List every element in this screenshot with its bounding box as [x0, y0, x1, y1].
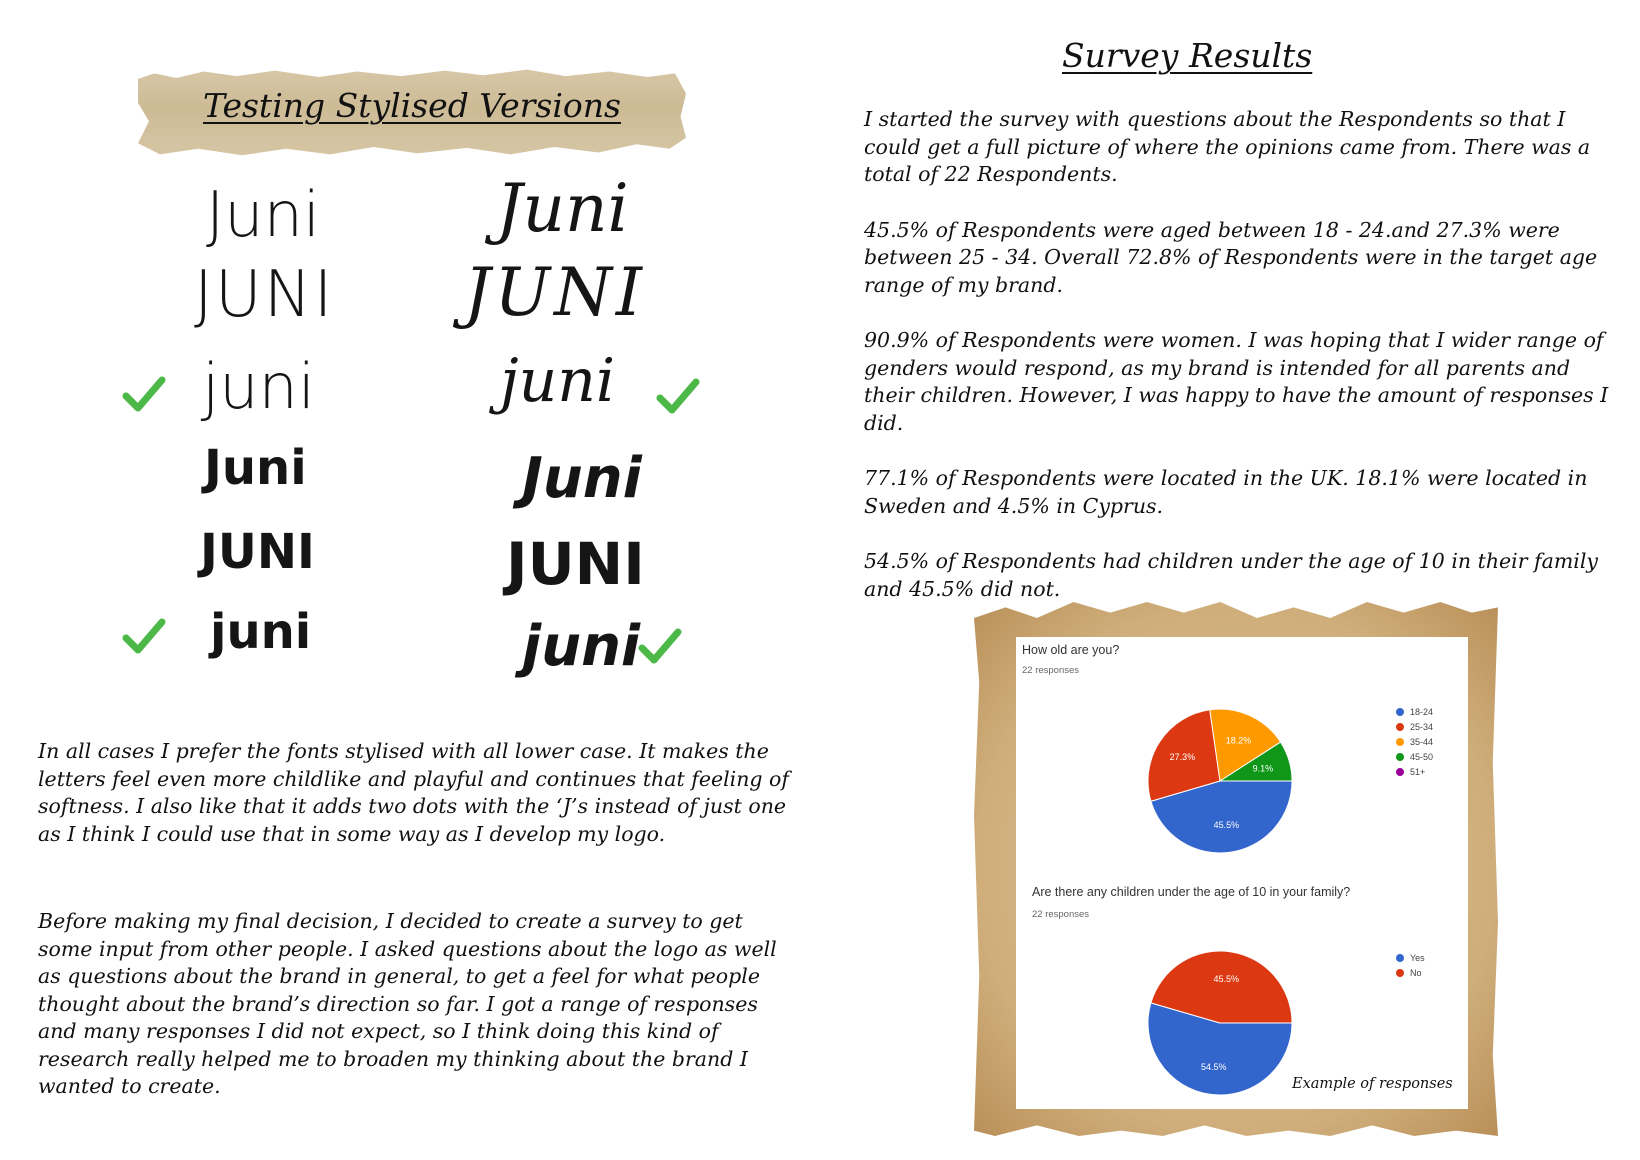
summary-paragraph: 77.1% of Respondents were located in the UK. 18.1% were located in Sweden and 4.5% in Cyprus. [864, 466, 1588, 518]
chart-1-response-count: 22 responses [1022, 665, 1080, 676]
font-sample-5a: JUNI [200, 524, 315, 580]
chart-1-title: How old are you? [1022, 643, 1120, 657]
summary-paragraph: 90.9% of Respondents were women. I was hoping that I wider range of genders would respond, as my brand is intended for all parents and their children. However, I was happy to have the amount of responses I did. [864, 328, 1609, 435]
legend-item [1396, 707, 1433, 717]
legend-item [1396, 722, 1433, 732]
pie-data-label: 9.1% [1252, 763, 1274, 774]
pie-data-label: 45.5% [1213, 820, 1240, 831]
font-sample-1a: Juni [206, 178, 321, 251]
legend-swatch [1396, 954, 1404, 962]
chart-caption: Example of responses [1292, 1076, 1453, 1092]
survey-summary [864, 106, 1620, 631]
legend-item [1396, 752, 1433, 762]
left-paragraph-1: In all cases I prefer the fonts stylised with all lower case. It makes the letters feel even more childlike and playful and continues that feeling of softness. I also like that it adds two dots with the ‘J’s instead of just one as I think I could use that in some way as I develop my logo. [38, 739, 789, 846]
legend-label: No [1410, 968, 1422, 978]
summary-paragraph: 45.5% of Respondents were aged between 18 - 24.and 27.3% were between 25 - 34. Overall 72.8% of Respondents were in the target age range of my brand. [864, 217, 1598, 297]
font-sample-3b: juni [500, 346, 616, 416]
font-sample-4b: Juni [522, 446, 642, 511]
right-page-title: Survey Results [1062, 36, 1313, 75]
pie-data-label: 27.3% [1169, 751, 1196, 762]
font-sample-6b: juni [522, 614, 641, 679]
legend-swatch [1396, 738, 1404, 746]
pie-data-label: 54.5% [1200, 1062, 1227, 1073]
legend-label: 18-24 [1410, 707, 1434, 717]
legend-label: 25-34 [1410, 722, 1434, 732]
check-icon [122, 374, 166, 414]
check-icon [656, 376, 700, 416]
legend-item [1396, 767, 1425, 777]
pie-data-label: 45.5% [1213, 973, 1240, 984]
font-sample-1b: Juni [496, 170, 629, 247]
font-sample-5b: JUNI [506, 530, 645, 598]
legend-swatch [1396, 708, 1404, 716]
legend-label: Yes [1410, 953, 1425, 963]
children-pie-chart [1016, 877, 1468, 1109]
legend-swatch [1396, 969, 1404, 977]
legend-label: 51+ [1410, 767, 1426, 777]
summary-paragraph: 54.5% of Respondents had children under the age of 10 in their family and 45.5% did not. [864, 549, 1598, 601]
font-sample-2b: JUNI [464, 254, 646, 331]
left-page-title: Testing Stylised Versions [203, 86, 621, 125]
chart-2-title: Are there any children under the age of 10 in your family? [1032, 885, 1351, 899]
legend-item [1396, 737, 1433, 747]
legend-item [1396, 968, 1422, 978]
check-icon [122, 616, 166, 656]
legend-label: 45-50 [1410, 752, 1434, 762]
font-sample-4a: Juni [204, 440, 307, 496]
left-paragraph-2: Before making my final decision, I decided to create a survey to get some input from other people. I asked questions about the logo as well as questions about the brand in general, to get a feel for what people thought about the brand’s direction so far. I got a range of responses and many responses I did not expect, so I think doing this kind of research really helped me to broaden my thinking about the brand I wanted to create. [38, 909, 777, 1098]
font-sample-2a: JUNI [194, 258, 335, 332]
legend-swatch [1396, 753, 1404, 761]
summary-paragraph: I started the survey with questions about the Respondents so that I could get a full picture of where the opinions came from. There was a total of 22 Respondents. [864, 107, 1591, 186]
legend-swatch [1396, 768, 1404, 776]
chart-2-response-count: 22 responses [1032, 909, 1090, 920]
font-sample-3a: juni [202, 350, 316, 423]
pie-data-label: 18.2% [1225, 735, 1252, 746]
check-icon [638, 626, 682, 666]
legend-item [1396, 953, 1425, 963]
font-sample-6a: juni [210, 604, 312, 660]
legend-swatch [1396, 723, 1404, 731]
survey-charts-card [1016, 637, 1468, 1109]
legend-label: 35-44 [1410, 737, 1434, 747]
